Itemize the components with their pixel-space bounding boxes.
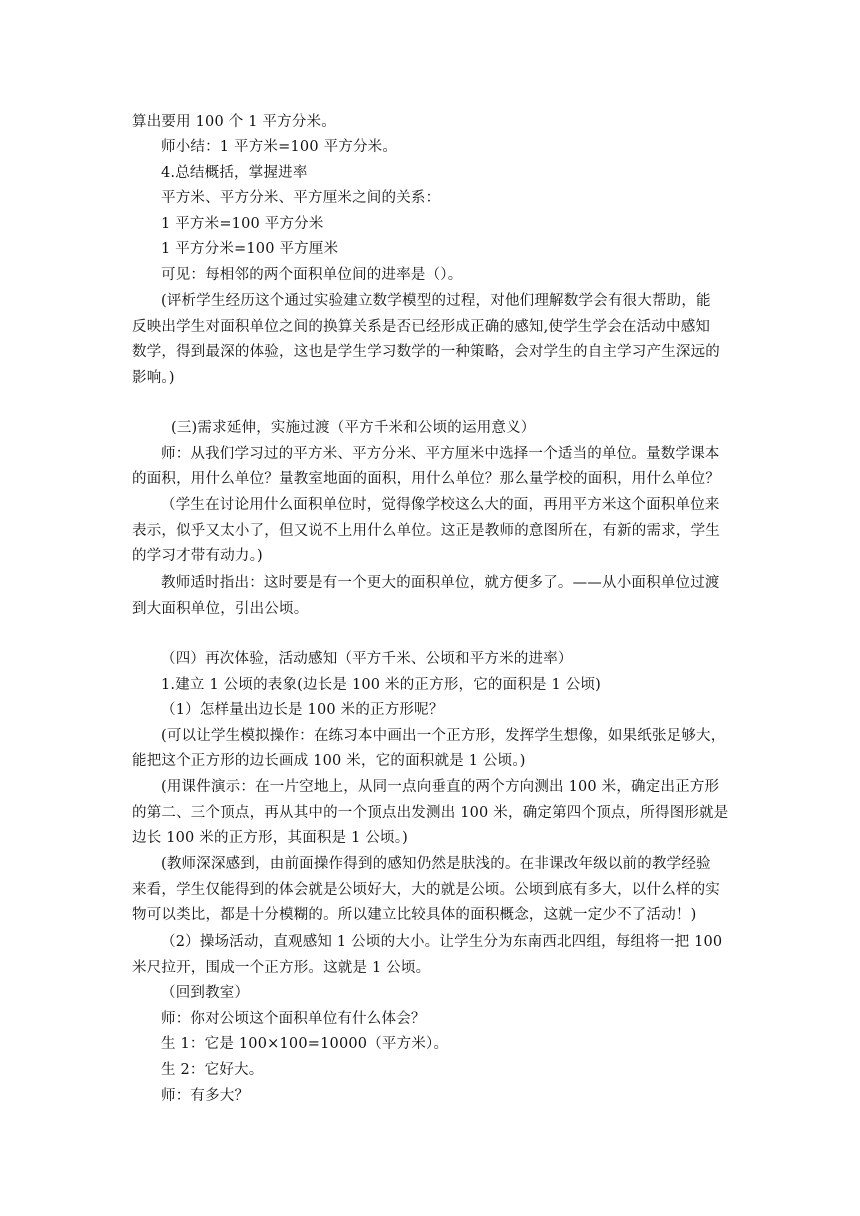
text-line: 师：有多大？ (161, 1088, 250, 1104)
text-line: 教师适时指出：这时要是有一个更大的面积单位，就方便多了。——从小面积单位过渡 (161, 575, 720, 591)
text-line: (用课件演示：在一片空地上，从同一点向垂直的两个方向测出 100 米，确定出正方形 (161, 779, 720, 795)
text-line: 算出要用 100 个 1 平方分米。 (132, 114, 336, 130)
text-line: （学生在讨论用什么面积单位时，觉得像学校这么大的面，再用平方米这个面积单位来 (161, 497, 720, 513)
text-line: 师小结：1 平方米=100 平方分米。 (161, 139, 398, 155)
text-line: 影响。) (132, 370, 175, 386)
text-line: (评析学生经历这个通过实验建立数学模型的过程，对他们理解数学会有很大帮助，能 (161, 293, 711, 309)
text-line: （回到教室） (161, 985, 250, 1001)
text-line: 能把这个正方形的边长画成 100 米，它的面积就是 1 公顷。) (132, 753, 526, 769)
text-line: 1 平方米=100 平方分米 (161, 216, 324, 232)
text-line: 反映出学生对面积单位之间的换算关系是否已经形成正确的感知,使学生学会在活动中感知 (132, 319, 711, 335)
text-line: (可以让学生模拟操作：在练习本中画出一个正方形，发挥学生想像，如果纸张足够大， (161, 728, 726, 744)
text-line: 到大面积单位，引出公顷。 (132, 601, 309, 617)
text-line: 生 1：它是 100×100=10000（平方米）。 (161, 1036, 449, 1052)
text-line: 平方米、平方分米、平方厘米之间的关系： (161, 190, 441, 206)
text-line: 米尺拉开，围成一个正方形。这就是 1 公顷。 (132, 960, 431, 976)
text-line: 来看，学生仅能得到的体会就是公顷好大，大的就是公顷。公顷到底有多大，以什么样的实 (132, 882, 720, 898)
text-line: 数学，得到最深的体验，这也是学生学习数学的一种策略，会对学生的自主学习产生深远的 (132, 344, 720, 360)
text-line: (教师深深感到，由前面操作得到的感知仍然是肤浅的。在非课改年级以前的教学经验 (161, 856, 711, 872)
text-line: （2）操场活动，直观感知 1 公顷的大小。让学生分为东南西北四组，每组将一把 100 (161, 934, 723, 950)
text-line: 的第二、三个顶点，再从其中的一个顶点出发测出 100 米，确定第四个顶点，所得图形就是 (132, 805, 729, 821)
text-line: 生 2：它好大。 (161, 1062, 264, 1078)
section-heading: (三)需求延伸，实施过渡（平方千米和公顷的运用意义） (171, 420, 536, 436)
text-line: （1）怎样量出边长是 100 米的正方形呢？ (161, 702, 444, 718)
text-line: 的学习才带有动力。) (132, 548, 263, 564)
section-heading: （四）再次体验，活动感知（平方千米、公顷和平方米的进率） (161, 651, 573, 667)
text-line: 1 平方分米=100 平方厘米 (161, 241, 339, 257)
text-line: 物可以类比，都是十分模糊的。所以建立比较具体的面积概念，这就一定少不了活动！) (132, 907, 697, 923)
text-line: 1.建立 1 公顷的表象(边长是 100 米的正方形，它的面积是 1 公顷) (161, 677, 602, 693)
section-heading: 4.总结概括，掌握进率 (161, 165, 308, 181)
text-line: 表示，似乎又太小了，但又说不上用什么单位。这正是教师的意图所在，有新的需求，学生 (132, 523, 720, 539)
text-line: 师：你对公顷这个面积单位有什么体会？ (161, 1011, 426, 1027)
text-line: 师：从我们学习过的平方米、平方分米、平方厘米中选择一个适当的单位。量数学课本 (161, 446, 720, 462)
text-line: 可见：每相邻的两个面积单位间的进率是（）。 (161, 267, 463, 283)
text-line: 边长 100 米的正方形，其面积是 1 公顷。) (132, 830, 409, 846)
text-line: 的面积，用什么单位？量教室地面的面积，用什么单位？那么量学校的面积，用什么单位？ (132, 471, 720, 487)
